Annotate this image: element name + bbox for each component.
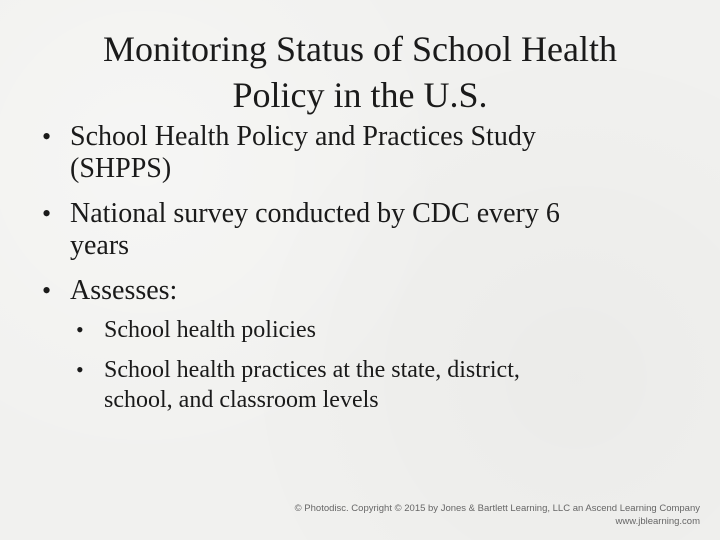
- bullet-item: [22, 198, 692, 262]
- sub-bullet-icon: •: [76, 357, 84, 382]
- title-line-1: Monitoring Status of School Health: [103, 29, 617, 69]
- bullet-icon: •: [42, 122, 52, 151]
- bullet-item: [22, 275, 692, 415]
- bullet-text-line: Assesses:: [70, 275, 178, 306]
- title-line-2: Policy in the U.S.: [232, 75, 488, 115]
- bullet-list: [22, 121, 692, 428]
- sub-bullet-text-line: School health practices at the state, district,: [104, 357, 520, 383]
- bullet-text-line: (SHPPS): [70, 153, 172, 184]
- sub-bullet-list: [70, 315, 692, 415]
- bullet-text-line: School Health Policy and Practices Study: [70, 121, 536, 152]
- bullet-text-line: years: [70, 230, 130, 261]
- sub-bullet-text-line: School health policies: [104, 317, 316, 343]
- bullet-text-line: National survey conducted by CDC every 6: [70, 198, 560, 229]
- sub-bullet-item: [74, 355, 692, 415]
- copyright-line-1: © Photodisc. Copyright © 2015 by Jones & Bartlett Learning, LLC an Ascend Learning Company: [294, 503, 700, 514]
- slide-title: [40, 26, 680, 118]
- sub-bullet-text-line: school, and classroom levels: [104, 387, 379, 413]
- bullet-item: [22, 121, 692, 185]
- bullet-icon: •: [42, 276, 52, 305]
- copyright-url: www.jblearning.com: [615, 516, 700, 527]
- sub-bullet-item: [74, 315, 692, 345]
- copyright-notice: [295, 502, 700, 528]
- sub-bullet-icon: •: [76, 317, 84, 342]
- bullet-icon: •: [42, 199, 52, 228]
